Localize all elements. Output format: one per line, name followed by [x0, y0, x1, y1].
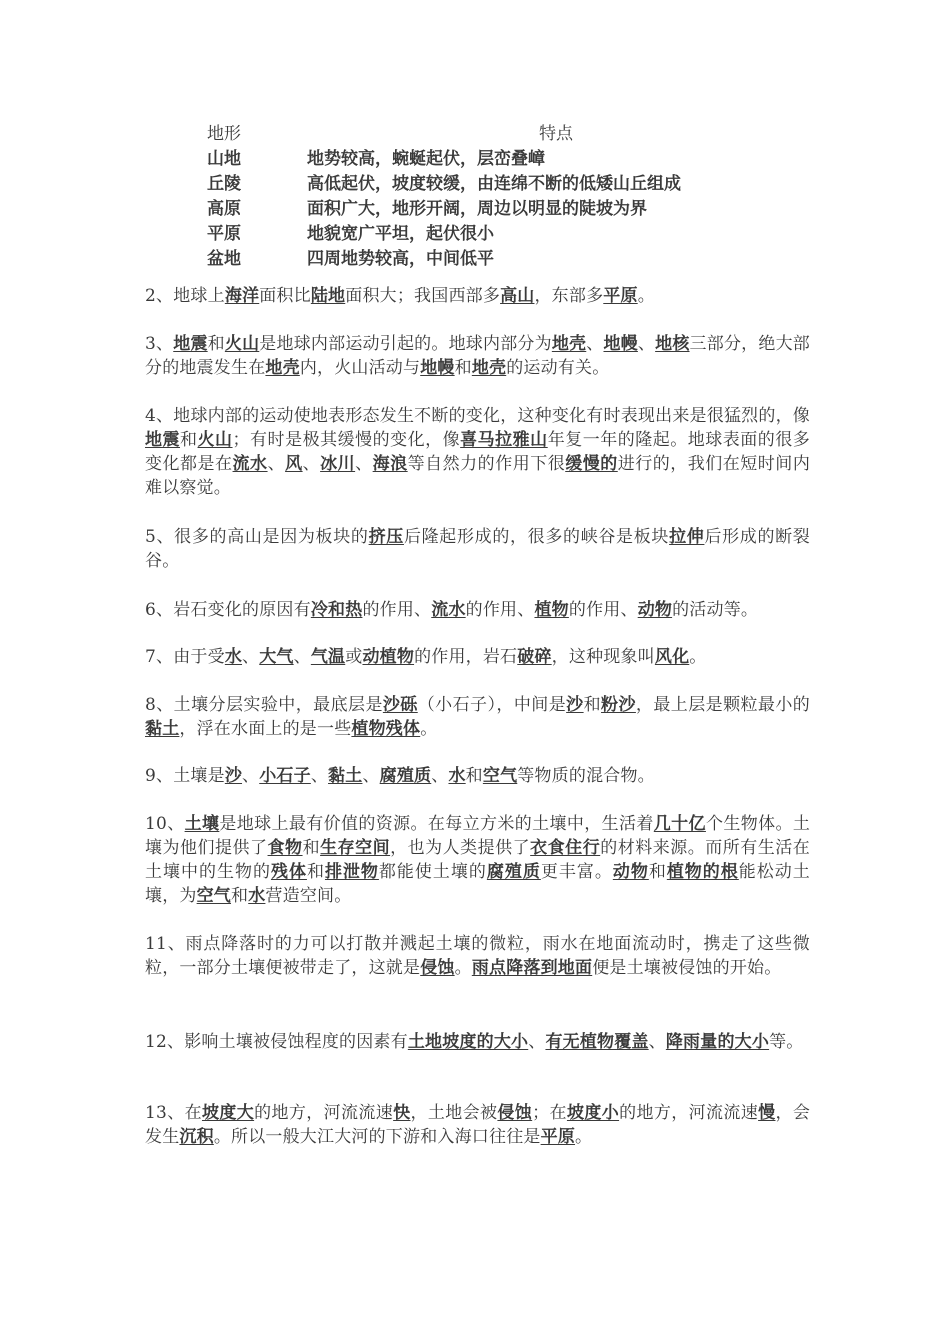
paragraph-text: 等自然力的作用下很 — [407, 454, 566, 474]
landform-feature: 四周地势较高，中间低平 — [307, 249, 494, 269]
paragraph-text: 10、 — [145, 814, 185, 834]
answer-keyword: 侵蚀 — [497, 1103, 533, 1123]
answer-keyword: 冰川 — [320, 454, 356, 474]
landform-feature: 地貌宽广平坦，起伏很小 — [307, 224, 494, 244]
paragraph-text: 的作用、 — [568, 600, 638, 620]
answer-keyword: 坡度大 — [201, 1103, 255, 1123]
answer-keyword: 有无植物覆盖 — [545, 1032, 649, 1052]
paragraph-text: 都能使土壤的 — [378, 862, 487, 882]
paragraph-text: 。所以一般大江大河的下游和入海口往往是 — [213, 1127, 541, 1147]
header-features: 特点 — [539, 124, 573, 144]
answer-keyword: 气温 — [310, 647, 346, 667]
paragraph-text: ，会发生 — [145, 1103, 811, 1147]
paragraph-text: 的地方，河流流速 — [254, 1103, 394, 1123]
answer-keyword: 腐殖质 — [379, 766, 432, 786]
paragraph-text: （小石子），中间是 — [417, 695, 567, 715]
answer-keyword: 降雨量的大小 — [665, 1032, 770, 1052]
paragraph-text: 、 — [310, 766, 329, 786]
landform-name: 山地 — [207, 149, 241, 169]
answer-keyword: 慢 — [758, 1103, 776, 1123]
paragraph-13 — [145, 1101, 810, 1149]
answer-keyword: 挤压 — [368, 527, 404, 547]
answer-keyword: 动植物 — [362, 647, 415, 667]
answer-keyword: 几十亿 — [653, 814, 706, 834]
paragraph-text: 的材料来源。而所有生活在土壤中的生物的 — [145, 838, 810, 882]
paragraph-text: 的作用、 — [362, 600, 432, 620]
answer-keyword: 沙 — [224, 766, 243, 786]
paragraph-10 — [145, 812, 810, 908]
paragraph-text: 是地球内部运动引起的。地球内部分为 — [259, 334, 552, 354]
paragraph-text: 、 — [267, 454, 286, 474]
paragraph-text: 和 — [231, 886, 249, 906]
paragraph-text: 、 — [637, 334, 656, 354]
paragraph-text: 后形成的断裂谷。 — [145, 527, 811, 571]
paragraph-4 — [145, 404, 810, 500]
paragraph-9 — [145, 764, 810, 788]
answer-keyword: 海浪 — [372, 454, 408, 474]
paragraph-text: 的作用，岩石 — [414, 647, 518, 667]
answer-keyword: 植物 — [534, 600, 569, 620]
answer-keyword: 腐殖质 — [486, 862, 541, 882]
paragraph-text: 和 — [180, 430, 198, 450]
paragraph-text: 、 — [242, 766, 260, 786]
answer-keyword: 地核 — [655, 334, 690, 354]
landform-feature: 面积广大，地形开阔，周边以明显的陡坡为界 — [307, 199, 647, 219]
answer-keyword: 水 — [448, 766, 466, 786]
answer-keyword: 大气 — [259, 647, 294, 667]
paragraph-text: 的运动有关。 — [506, 358, 610, 378]
paragraph-text: 、 — [293, 647, 311, 667]
answer-keyword: 食物 — [267, 838, 303, 858]
answer-keyword: 雨点降落到地面 — [471, 958, 593, 978]
answer-keyword: 火山 — [197, 430, 233, 450]
paragraph-text: 、 — [362, 766, 380, 786]
answer-keyword: 动物 — [637, 600, 673, 620]
header-landform: 地形 — [207, 124, 241, 144]
paragraph-text: 和 — [306, 862, 325, 882]
answer-keyword: 黏土 — [145, 719, 180, 739]
paragraph-text: ；有时是极其缓慢的变化，像 — [232, 430, 461, 450]
answer-keyword: 流水 — [431, 600, 466, 620]
answer-keyword: 喜马拉雅山 — [460, 430, 548, 450]
table-row — [207, 172, 767, 197]
answer-keyword: 土壤 — [184, 814, 220, 834]
paragraph-text: 和 — [207, 334, 225, 354]
answer-keyword: 冷和热 — [310, 600, 363, 620]
answer-keyword: 排泄物 — [324, 862, 379, 882]
paragraph-text: ，东部多 — [534, 286, 604, 306]
table-header-row — [207, 122, 767, 147]
paragraph-text: 是地球上最有价值的资源。在每立方米的土壤中，生活着 — [219, 814, 654, 834]
paragraph-text: 、 — [242, 647, 260, 667]
landform-name: 平原 — [207, 224, 241, 244]
answer-keyword: 地壳 — [265, 358, 300, 378]
answer-keyword: 空气 — [482, 766, 518, 786]
paragraph-text: 8、土壤分层实验中，最底层是 — [145, 695, 383, 715]
paragraph-text: 后隆起形成的，很多的峡谷是板块 — [403, 527, 670, 547]
answer-keyword: 破碎 — [517, 647, 552, 667]
paragraph-text: 面积比 — [259, 286, 311, 306]
answer-keyword: 陆地 — [310, 286, 346, 306]
table-row — [207, 197, 767, 222]
paragraph-text: 。 — [689, 647, 707, 667]
paragraph-text: 、 — [431, 766, 449, 786]
answer-keyword: 空气 — [196, 886, 232, 906]
paragraph-text: 。 — [637, 286, 655, 306]
answer-keyword: 沙砾 — [382, 695, 418, 715]
paragraph-12 — [145, 1030, 810, 1054]
paragraph-text: 、 — [355, 454, 373, 474]
answer-keyword: 地壳 — [471, 358, 507, 378]
answer-keyword: 地震 — [145, 430, 181, 450]
answer-keyword: 粉沙 — [601, 695, 636, 715]
answer-keyword: 平原 — [603, 286, 638, 306]
paragraph-text: ；在 — [532, 1103, 567, 1123]
paragraph-text: 4、地球内部的运动使地表形态发生不断的变化，这种变化有时表现出来是很猛烈的，像 — [145, 406, 810, 426]
paragraph-text: ，浮在水面上的是一些 — [179, 719, 352, 739]
paragraph-text: 、 — [648, 1032, 666, 1052]
landform-name: 高原 — [207, 199, 241, 219]
paragraph-text: 和 — [302, 838, 321, 858]
paragraph-3 — [145, 332, 810, 380]
answer-keyword: 地壳 — [551, 334, 587, 354]
paragraph-text: 便是土壤被侵蚀的开始。 — [592, 958, 782, 978]
answer-keyword: 小石子 — [259, 766, 311, 786]
paragraph-text: 3、 — [145, 334, 174, 354]
answer-keyword: 风 — [285, 454, 303, 474]
answer-keyword: 侵蚀 — [420, 958, 455, 978]
landform-name: 盆地 — [207, 249, 241, 269]
paragraph-6 — [145, 598, 810, 622]
paragraph-text: 13、在 — [145, 1103, 202, 1123]
paragraph-text: 或 — [345, 647, 363, 667]
paragraph-text: 和 — [648, 862, 667, 882]
landform-table — [207, 122, 767, 272]
paragraph-text: 、 — [302, 454, 321, 474]
paragraph-text: 9、土壤是 — [145, 766, 225, 786]
paragraph-text: 年复一年的隆起。地球表面的很多变化都是在 — [145, 430, 811, 474]
table-row — [207, 247, 767, 272]
answer-keyword: 沙 — [566, 695, 584, 715]
paragraph-text: 2、地球上 — [145, 286, 225, 306]
answer-keyword: 缓慢的 — [565, 454, 618, 474]
paragraph-11 — [145, 932, 810, 980]
answer-keyword: 残体 — [270, 862, 307, 882]
paragraph-text: ，最上层是颗粒最小的 — [635, 695, 811, 715]
paragraph-5 — [145, 525, 810, 573]
paragraph-text: 和 — [454, 358, 472, 378]
answer-keyword: 地震 — [173, 334, 208, 354]
paragraph-text: 能松动土壤，为 — [145, 862, 810, 906]
table-row — [207, 147, 767, 172]
paragraph-text: ，这种现象叫 — [551, 647, 655, 667]
paragraph-text: 三部分，绝大部分的地震发生在 — [145, 334, 810, 378]
answer-keyword: 衣食住行 — [530, 838, 601, 858]
table-row — [207, 222, 767, 247]
paragraph-text: 的地方，河流流速 — [619, 1103, 759, 1123]
paragraph-text: 面积大；我国西部多 — [345, 286, 501, 306]
paragraph-text: 内，火山活动与 — [299, 358, 421, 378]
paragraph-text: 的作用、 — [465, 600, 535, 620]
answer-keyword: 植物残体 — [351, 719, 421, 739]
answer-keyword: 拉伸 — [669, 527, 705, 547]
paragraph-text: 。 — [454, 958, 472, 978]
paragraph-text: 5、很多的高山是因为板块的 — [145, 527, 369, 547]
answer-keyword: 海洋 — [224, 286, 260, 306]
landform-feature: 高低起伏，坡度较缓，由连绵不断的低矮山丘组成 — [307, 174, 681, 194]
paragraph-text: 6、岩石变化的原因有 — [145, 600, 311, 620]
paragraph-text: 等物质的混合物。 — [517, 766, 655, 786]
answer-keyword: 植物的根 — [666, 862, 739, 882]
answer-keyword: 水 — [224, 647, 243, 667]
paragraph-text: 和 — [465, 766, 483, 786]
paragraph-text: 等。 — [769, 1032, 804, 1052]
paragraph-text: ，也为人类提供了 — [390, 838, 531, 858]
answer-keyword: 土地坡度的大小 — [407, 1032, 529, 1052]
paragraph-text: 个生物体。土壤为他们提供了 — [145, 814, 811, 858]
answer-keyword: 地幔 — [603, 334, 638, 354]
answer-keyword: 火山 — [224, 334, 260, 354]
answer-keyword: 风化 — [654, 647, 690, 667]
answer-keyword: 黏土 — [328, 766, 363, 786]
paragraph-text: 。 — [575, 1127, 593, 1147]
paragraph-text: 、 — [586, 334, 604, 354]
paragraph-text: ，土地会被 — [410, 1103, 498, 1123]
answer-keyword: 水 — [248, 886, 266, 906]
paragraph-2 — [145, 284, 810, 308]
paragraph-8 — [145, 693, 810, 741]
paragraph-text: 。 — [420, 719, 438, 739]
answer-keyword: 坡度小 — [566, 1103, 620, 1123]
paragraph-text: 营造空间。 — [265, 886, 352, 906]
answer-keyword: 动物 — [612, 862, 649, 882]
paragraph-text: 更丰富。 — [540, 862, 613, 882]
answer-keyword: 快 — [393, 1103, 411, 1123]
landform-feature: 地势较高，蜿蜒起伏，层峦叠嶂 — [307, 149, 545, 169]
landform-name: 丘陵 — [207, 174, 241, 194]
answer-keyword: 沉积 — [179, 1127, 214, 1147]
paragraph-text: 和 — [583, 695, 602, 715]
paragraph-text: 11、雨点降落时的力可以打散并溅起土壤的微粒，雨水在地面流动时，携走了这些微粒，一部分土壤便被带走了，这就是 — [145, 934, 810, 978]
paragraph-text: 的活动等。 — [672, 600, 759, 620]
answer-keyword: 地幔 — [420, 358, 455, 378]
paragraph-text: 7、由于受 — [145, 647, 225, 667]
answer-keyword: 流水 — [232, 454, 268, 474]
paragraph-7 — [145, 645, 810, 669]
paragraph-text: 12、影响土壤被侵蚀程度的因素有 — [145, 1032, 408, 1052]
answer-keyword: 平原 — [540, 1127, 576, 1147]
answer-keyword: 生存空间 — [320, 838, 391, 858]
paragraph-text: 、 — [528, 1032, 546, 1052]
paragraph-text: 进行的，我们在短时间内难以察觉。 — [145, 454, 811, 498]
answer-keyword: 高山 — [500, 286, 535, 306]
